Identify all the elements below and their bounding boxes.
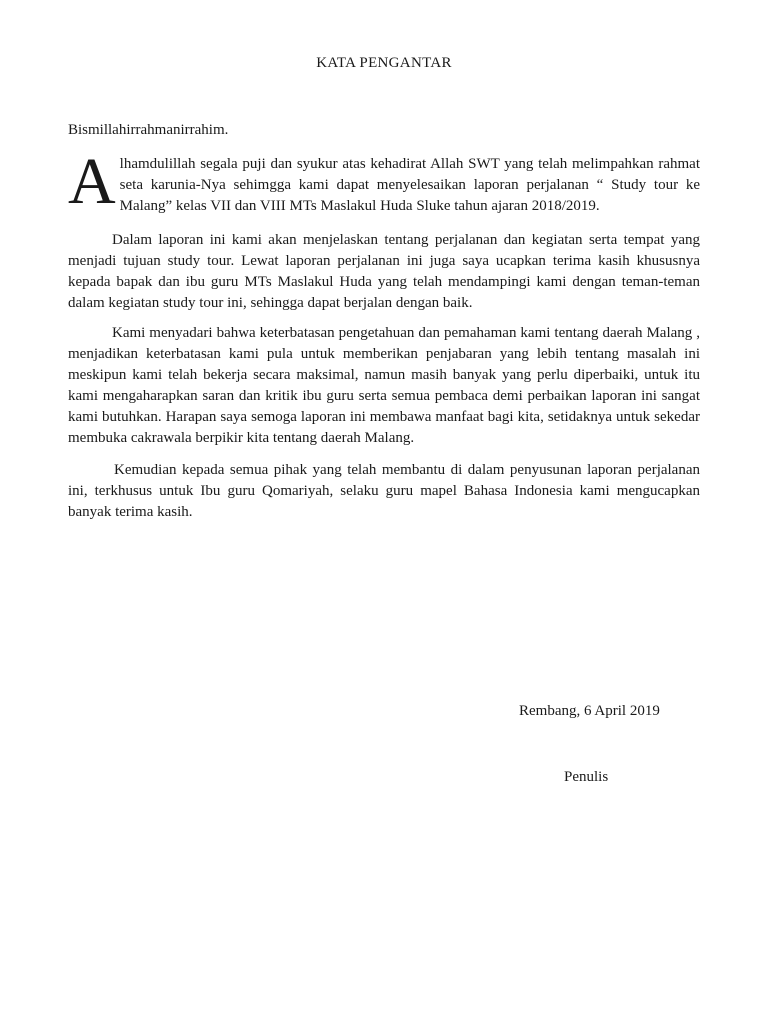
- page-title: KATA PENGANTAR: [316, 55, 452, 71]
- paragraph-report-purpose: Dalam laporan ini kami akan menjelaskan tentang perjalanan dan kegiatan serta tempat yang menjadi tujuan study tour. Lewat laporan perjalanan ini juga saya ucapkan terima kasih khususnya kepada bapak dan ibu guru MTs Maslakul Huda yang telah mendampingi kami dengan teman-teman dalam kegiatan study tour ini, sehingga dapat berjalan dengan baik.: [68, 232, 700, 311]
- drop-cap: A: [68, 145, 116, 218]
- paragraph-opening: [68, 145, 700, 218]
- paragraph-opening-text: lhamdulillah segala puji dan syukur atas kehadirat Allah SWT yang telah melimpahkan rahmat seta karunia-Nya sehimgga kami dapat menyelesaikan laporan perjalanan “ Study tour ke Malang” kelas VII dan VIII MTs Maslakul Huda Sluke tahun ajaran 2018/2019.: [119, 156, 700, 214]
- place-date: Rembang, 6 April 2019: [519, 703, 660, 719]
- paragraph-limitations: Kami menyadari bahwa keterbatasan pengetahuan dan pemahaman kami tentang daerah Malang , menjadikan keterbatasan kami pula untuk memberikan penjabaran yang lebih tentang masalah ini meskipun kami telah bekerja secara maksimal, namun masih banyak yang perlu diperbaiki, untuk itu kami mengaharapkan saran dan kritik ibu guru serta semua pembaca demi perbaikan laporan ini sangat kami butuhkan. Harapan saya semoga laporan ini membawa manfaat bagi kita, setidaknya untuk sekedar membuka cakrawala berpikir kita tentang daerah Malang.: [68, 325, 700, 446]
- paragraph-acknowledgement: Kemudian kepada semua pihak yang telah membantu di dalam penyusunan laporan perjalanan ini, terkhusus untuk Ibu guru Qomariyah, selaku guru mapel Bahasa Indonesia kami mengucapkan banyak terima kasih.: [68, 462, 700, 520]
- salutation: Bismillahirrahmanirrahim.: [68, 122, 229, 138]
- author-signature: Penulis: [564, 769, 609, 785]
